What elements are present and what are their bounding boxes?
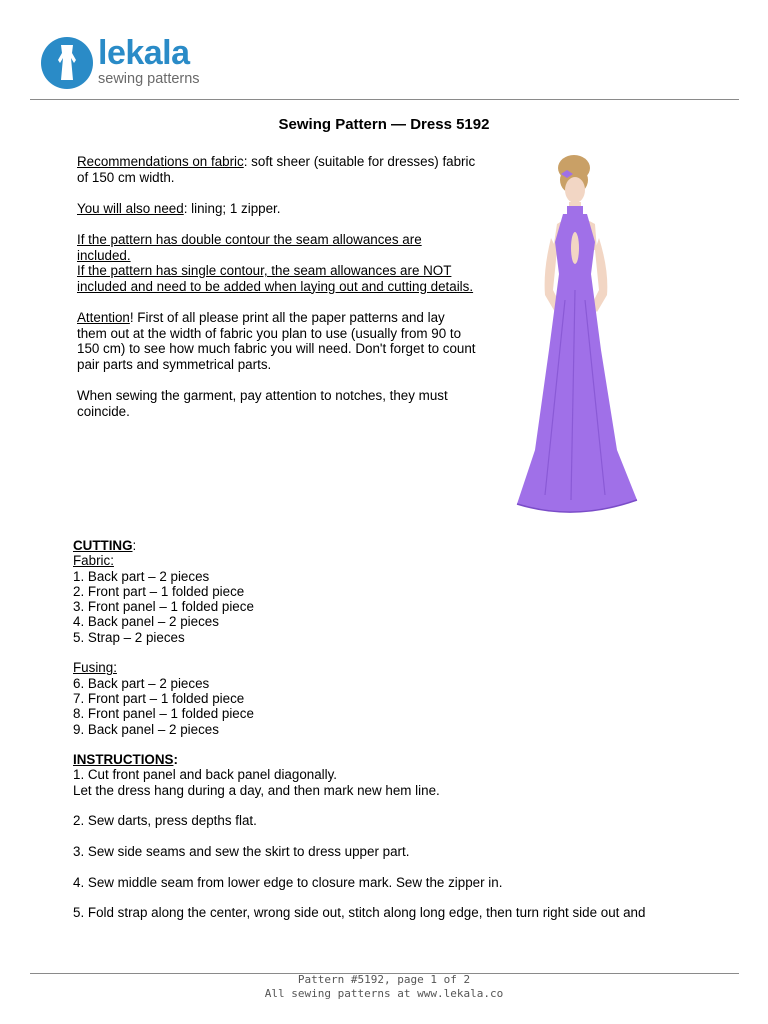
- attention-label: Attention: [77, 309, 130, 325]
- cutting-heading-text: CUTTING: [73, 538, 133, 553]
- footer-page-info: Pattern #5192, page 1 of 2: [297, 973, 471, 986]
- fabric-text: : soft sheer (suitable for dresses) fabric of 150 cm width.: [77, 154, 476, 185]
- page-footer: [0, 973, 768, 1001]
- intro-section: [77, 154, 477, 435]
- instruction-step: 5. Fold strap along the center, wrong side out, stitch along long edge, then turn right side out and: [73, 905, 646, 921]
- list-item: 6. Back part – 2 pieces: [73, 675, 210, 691]
- attention-paragraph: [77, 310, 477, 372]
- instructions-heading-text: INSTRUCTIONS: [73, 752, 174, 768]
- list-item: 9. Back panel – 2 pieces: [73, 721, 219, 737]
- instruction-step: Let the dress hang during a day, and then mark new hem line.: [73, 782, 440, 798]
- instruction-step: 2. Sew darts, press depths flat.: [73, 813, 257, 829]
- list-item: 8. Front panel – 1 folded piece: [73, 706, 254, 722]
- cutting-instructions: [73, 538, 733, 920]
- fusing-list-label: Fusing:: [73, 660, 117, 676]
- fabric-label: Recommendations on fabric: [77, 154, 244, 169]
- cutting-heading: [73, 538, 733, 553]
- logo-wordmark: lekala: [98, 34, 190, 72]
- single-contour-note: If the pattern has single contour, the seam allowances are NOT included and need to be added when laying out and cutting details.: [77, 263, 474, 294]
- instructions-heading: [73, 752, 733, 767]
- attention-text: ! First of all please print all the paper patterns and lay them out at the width of fabric you plan to use (usually from 90 to 150 cm) to see how much fabric you will need. Don't forget to count pair parts and symmetrical parts.: [77, 309, 476, 372]
- also-need-text: : lining; 1 zipper.: [183, 200, 281, 216]
- notches-note: When sewing the garment, pay attention to notches, they must coincide.: [77, 387, 448, 419]
- instruction-step: 1. Cut front panel and back panel diagonally.: [73, 767, 338, 783]
- list-item: 7. Front part – 1 folded piece: [73, 690, 245, 706]
- list-item: 4. Back panel – 2 pieces: [73, 614, 219, 630]
- list-item: 3. Front panel – 1 folded piece: [73, 599, 254, 615]
- double-contour-note: If the pattern has double contour the seam allowances are included.: [77, 231, 422, 263]
- header-divider: [30, 99, 739, 100]
- dress-illustration: [505, 150, 655, 522]
- logo-tagline: sewing patterns: [98, 71, 200, 87]
- fabric-recommendation: [77, 154, 477, 185]
- list-item: 5. Strap – 2 pieces: [73, 629, 185, 645]
- instruction-step: 4. Sew middle seam from lower edge to closure mark. Sew the zipper in.: [73, 874, 503, 890]
- list-item: 2. Front part – 1 folded piece: [73, 583, 245, 599]
- instructions-heading-colon: :: [173, 752, 178, 768]
- footer-website: All sewing patterns at www.lekala.co: [264, 987, 504, 1000]
- fabric-list-label: Fabric:: [73, 553, 114, 569]
- dress-logo-icon: [40, 36, 94, 90]
- instruction-step: 3. Sew side seams and sew the skirt to dress upper part.: [73, 843, 410, 859]
- cutting-heading-colon: :: [132, 538, 137, 553]
- list-item: 1. Back part – 2 pieces: [73, 568, 210, 584]
- also-need: [77, 201, 477, 217]
- lekala-logo: [40, 34, 210, 90]
- page-title: Sewing Pattern — Dress 5192: [278, 116, 490, 133]
- also-need-label: You will also need: [77, 200, 184, 216]
